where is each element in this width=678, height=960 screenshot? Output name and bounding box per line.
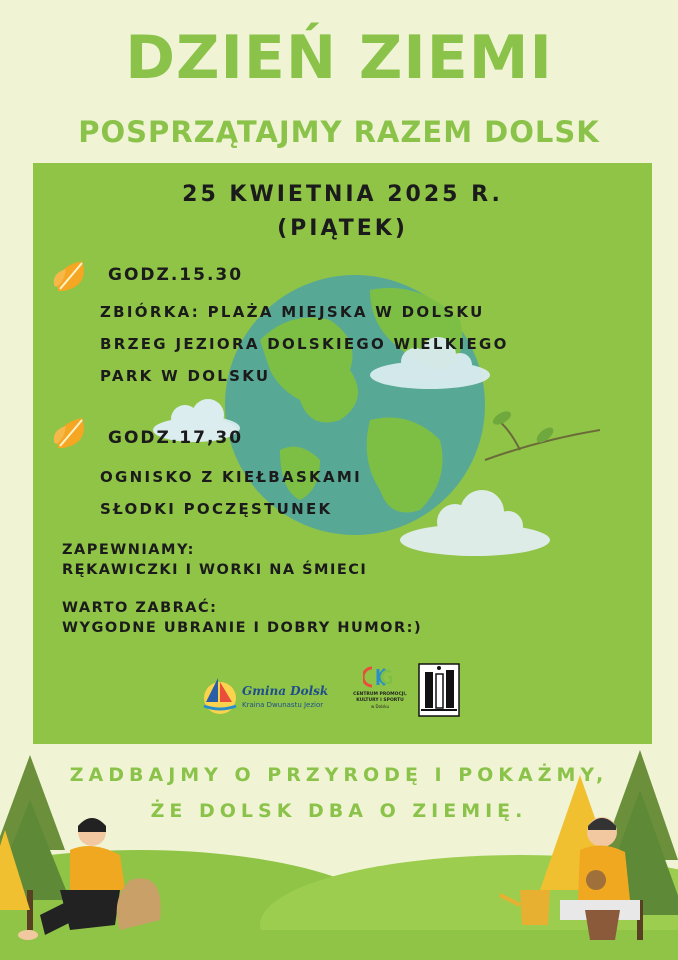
time-1: GODZ.15.30 xyxy=(108,265,244,285)
earth-globe-icon xyxy=(220,250,620,580)
library-book-icon xyxy=(417,662,461,718)
activity-line-2: SŁODKI POCZĘSTUNEK xyxy=(100,500,333,518)
location-line-3: PARK W DOLSKU xyxy=(100,367,271,385)
leaf-icon xyxy=(52,255,94,297)
event-day: (PIĄTEK) xyxy=(277,216,408,241)
gmina-name: Gmina Dolsk xyxy=(242,684,329,698)
gmina-tagline: Kraina Dwunastu Jezior xyxy=(242,701,324,709)
location-line-2: BRZEG JEZIORA DOLSKIEGO WIELKIEGO xyxy=(100,335,509,353)
slogan-line-1: ZADBAJMY O PRZYRODĘ I POKAŻMY, xyxy=(69,764,609,786)
location-line-1: ZBIÓRKA: PLAŻA MIEJSKA W DOLSKU xyxy=(100,303,485,321)
provide-text: RĘKAWICZKI I WORKI NA ŚMIECI xyxy=(62,562,368,578)
activity-line-1: OGNISKO Z KIEŁBASKAMI xyxy=(100,468,362,486)
time-2: GODZ.17,30 xyxy=(108,428,244,448)
ckg-line-3: w Dolsku xyxy=(371,704,389,709)
ckg-logo xyxy=(350,666,410,726)
ckg-emblem-icon xyxy=(363,666,393,688)
sailboat-icon xyxy=(202,672,238,716)
page-subtitle: POSPRZĄTAJMY RAZEM DOLSK xyxy=(78,115,600,149)
bring-text: WYGODNE UBRANIE I DOBRY HUMOR:) xyxy=(62,620,423,636)
provide-heading: ZAPEWNIAMY: xyxy=(62,542,195,558)
ckg-line-1: CENTRUM PROMOCJI, xyxy=(353,692,407,697)
page-title: DZIEŃ ZIEMI xyxy=(125,23,553,93)
bring-heading: WARTO ZABRAĆ: xyxy=(62,600,218,616)
leaf-icon xyxy=(52,412,94,454)
ckg-line-2: KULTURY I SPORTU xyxy=(356,698,404,703)
event-date: 25 KWIETNIA 2025 R. xyxy=(182,182,503,207)
gmina-logo xyxy=(202,672,342,718)
slogan-line-2: ŻE DOLSK DBA O ZIEMIĘ. xyxy=(150,800,528,822)
